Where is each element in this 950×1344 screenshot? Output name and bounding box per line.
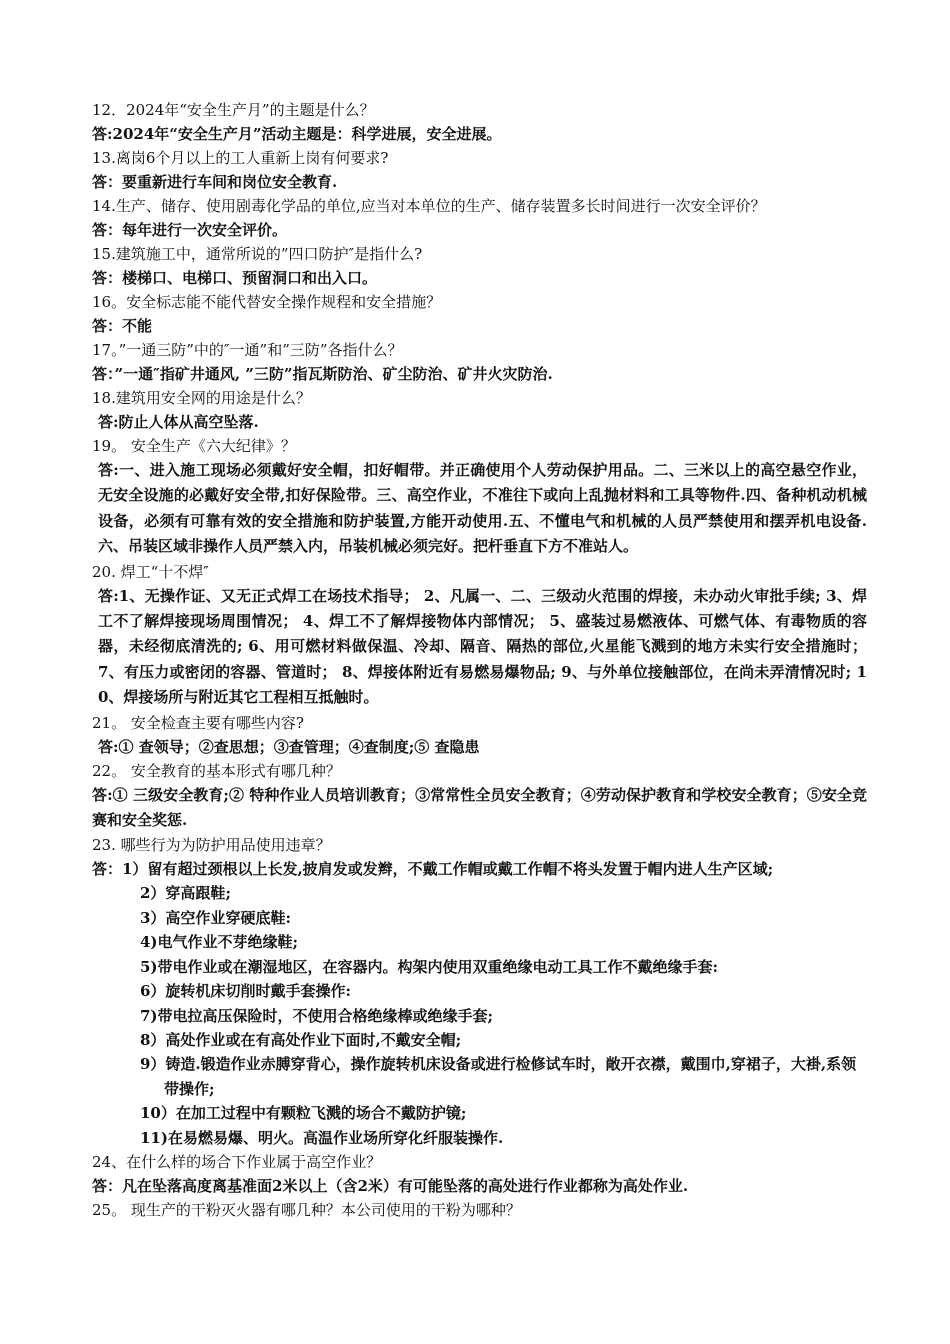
question-19: 19。 安全生产《六大纪律》？ <box>92 437 296 455</box>
question-21: 21。 安全检查主要有哪些内容? <box>92 713 304 732</box>
question-18: 18.建筑用安全网的用途是什么？ <box>92 389 311 407</box>
answer-17: 答：”一通″指矿井通风, ”三防”指瓦斯防治、矿尘防治、矿井火灾防治. <box>92 365 553 383</box>
question-20: 20. 焊工“十不焊″ <box>92 562 209 581</box>
list-item: 5)带电作业或在潮湿地区，在容器内。构架内使用双重绝缘电动工具工作不戴绝缘手套: <box>140 957 719 976</box>
answer-24: 答：凡在坠落高度离基准面2米以上（含2米）有可能坠落的高处进行作业都称为高处作业. <box>92 1176 689 1195</box>
answer-12: 答:2024年“安全生产月”活动主题是：科学进展，安全进展。 <box>92 125 502 143</box>
question-14: 14.生产、储存、使用剧毒化学品的单位,应当对本单位的生产、储存装置多长时间进行一次安全评价？ <box>92 197 766 215</box>
question-22: 22。 安全教育的基本形式有哪几种？ <box>92 761 341 780</box>
list-item: 4)电气作业不芽绝缘鞋; <box>140 933 299 952</box>
question-23: 23. 哪些行为为防护用品使用违章？ <box>92 836 331 855</box>
list-item: 2）穿高跟鞋; <box>140 884 231 903</box>
question-16: 16。安全标志能不能代替安全操作规程和安全措施？ <box>92 293 442 311</box>
answer-14: 答：每年进行一次安全评价。 <box>92 221 288 239</box>
question-15: 15.建筑施工中，通常所说的”四口防护″是指什么? <box>92 245 423 263</box>
answer-20: 答:1、无操作证、又无正式焊工在场技术指导； 2、凡属一、二、三级动火范围的焊接，未办动火审批手续; 3、焊工不了解焊接现场周围情况； 4、焊工不了解焊接物体内部情况； 5、盛装过易燃液体、可燃气体、有毒物质的容器，未经彻底清洗的; 6、用可燃材料做保温、冷却、隔音、隔热的部位,火星能飞溅到的地方未实行安全措施时； 7、有压力或密闭的容器、管道时； 8、焊接体附近有易燃易爆物品; 9、与外单位接触部位，在尚未弄清情况时; 10、焊接场所与附近其它工程相互抵触时。 <box>98 586 867 707</box>
document-page <box>92 98 867 1222</box>
answer-23: 答：1）留有超过颈根以上长发,披肩发或发辫，不戴工作帽或戴工作帽不将头发置于帽内进人生产区域; <box>92 860 774 879</box>
question-17: 17。”一通三防”中的″一通”和”三防”各指什么？ <box>92 341 403 359</box>
list-item: 11)在易燃易爆、明火。高温作业场所穿化纤服装操作. <box>140 1128 504 1147</box>
answer-21: 答:① 查领导；②查思想；③查管理；④查制度;⑤ 查隐患 <box>98 737 480 756</box>
question-12: 12．2024年“安全生产月”的主题是什么？ <box>92 101 375 119</box>
list-item: 9）铸造.锻造作业赤膊穿背心，操作旋转机床设备或进行检修试车时，敞开衣襟，戴围巾,穿裙子，大褂,系领带操作; <box>140 1055 857 1098</box>
answer-22: 答:① 三级安全教育;② 特种作业人员培训教育；③常常性全员安全教育；④劳动保护教育和学校安全教育；⑤安全竞赛和安全奖惩. <box>92 785 867 830</box>
question-13: 13.离岗6个月以上的工人重新上岗有何要求? <box>92 149 389 167</box>
list-item: 3）高空作业穿硬底鞋: <box>140 908 291 927</box>
list-item: 10）在加工过程中有颗粒飞溅的场合不戴防护镜; <box>140 1104 467 1123</box>
answer-19: 答:一、进入施工现场必须戴好安全帽，扣好帽带。并正确使用个人劳动保护用品。二、三米以上的高空悬空作业，无安全设施的必戴好安全带,扣好保险带。三、高空作业，不准往下或向上乱抛材料和工具等物件.四、备种机动机械设备，必须有可靠有效的安全措施和防护装置,方能开动使用.五、不懂电气和机械的人员严禁使用和摆弄机电设备.六、吊装区域非操作人员严禁入内，吊装机械必须完好。把杆垂直下方不准站人。 <box>98 461 867 556</box>
question-25: 25。 现生产的干粉灭火器有哪几种？本公司使用的干粉为哪种？ <box>92 1200 521 1219</box>
answer-23-list <box>92 881 867 1149</box>
question-24: 24、在什么样的场合下作业属于高空作业？ <box>92 1152 382 1171</box>
answer-16: 答：不能 <box>92 317 153 335</box>
list-item: 7)带电拉高压保险时，不使用合格绝缘棒或绝缘手套; <box>140 1006 494 1025</box>
list-item: 6）旋转机床切削时戴手套操作: <box>140 982 351 1001</box>
answer-13: 答：要重新进行车间和岗位安全教育. <box>92 173 338 191</box>
answer-15: 答：楼梯口、电梯口、预留洞口和出入口。 <box>92 269 378 287</box>
list-item: 8）高处作业或在有高处作业下面时,不戴安全帽; <box>140 1030 462 1049</box>
answer-18: 答:防止人体从高空坠落. <box>98 413 259 431</box>
